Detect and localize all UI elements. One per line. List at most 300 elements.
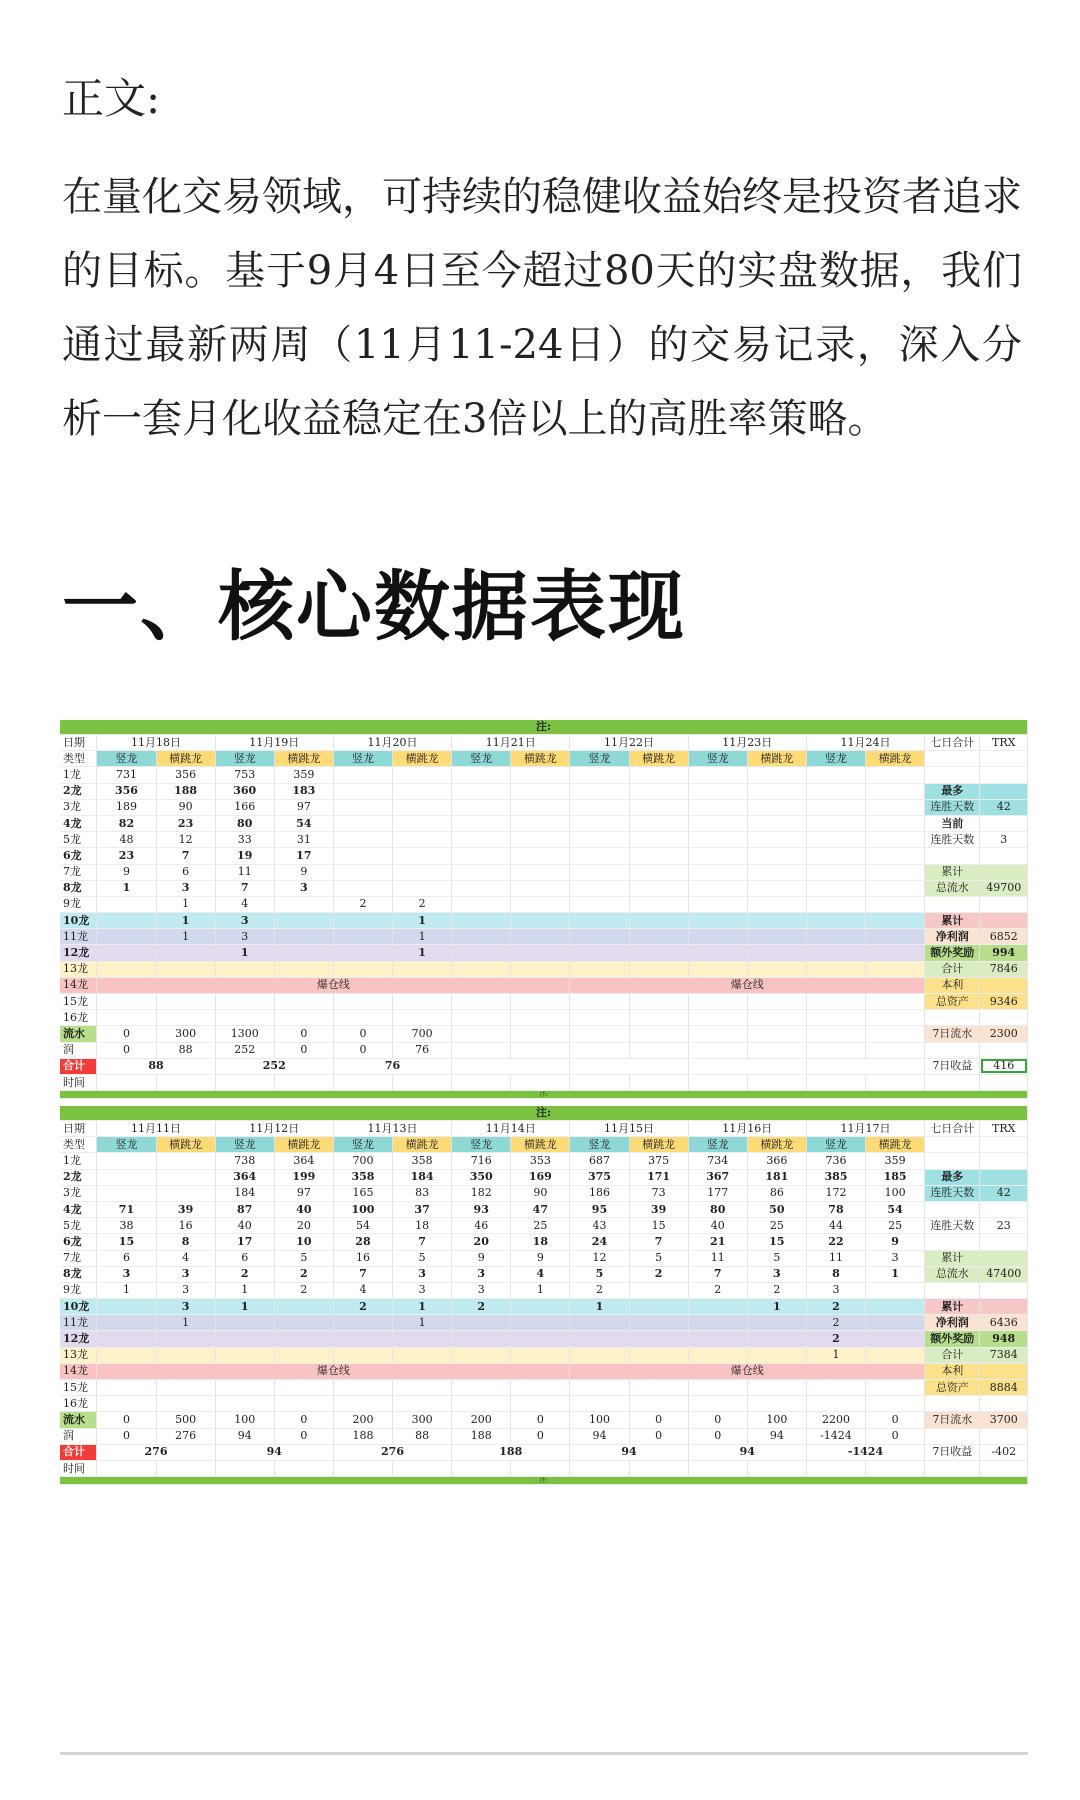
data-cell: [333, 945, 392, 961]
time-label: 时间: [60, 1074, 97, 1090]
side-cell: 连胜天数: [925, 1218, 980, 1234]
data-cell: 3: [452, 1266, 511, 1282]
time-cell: [333, 1074, 392, 1090]
sub-label-vertical: 竖龙: [215, 1137, 274, 1153]
data-cell: 9: [274, 864, 333, 880]
profit-cell: 0: [97, 1428, 156, 1444]
data-cell: [747, 783, 806, 799]
spreadsheet-week-1: [60, 1106, 1028, 1485]
data-cell: 7: [156, 848, 215, 864]
day-total: 94: [570, 1444, 688, 1460]
side-cell: 连胜天数: [925, 799, 980, 815]
data-cell: [333, 961, 392, 977]
flow-cell: 300: [393, 1412, 452, 1428]
data-cell: 39: [629, 1201, 688, 1217]
data-cell: 186: [570, 1185, 629, 1201]
sub-label-jump: 横跳龙: [747, 1137, 806, 1153]
side-cell: 当前: [925, 815, 980, 831]
side-cell: [980, 977, 1028, 993]
data-cell: [97, 1315, 156, 1331]
time-cell: [215, 1460, 274, 1476]
data-cell: [333, 913, 392, 929]
data-cell: [452, 1331, 511, 1347]
data-cell: 356: [97, 783, 156, 799]
flow-cell: 0: [866, 1412, 925, 1428]
data-cell: [570, 783, 629, 799]
data-cell: [452, 1010, 511, 1026]
profit-cell: 76: [393, 1042, 452, 1058]
data-cell: [274, 929, 333, 945]
data-cell: 100: [333, 1201, 392, 1217]
data-cell: 11: [215, 864, 274, 880]
data-cell: [570, 799, 629, 815]
data-cell: 50: [747, 1201, 806, 1217]
data-cell: [511, 767, 570, 783]
data-cell: [629, 1299, 688, 1315]
data-cell: [274, 1380, 333, 1396]
data-cell: 4: [333, 1282, 392, 1298]
data-cell: [452, 896, 511, 912]
data-cell: [333, 1315, 392, 1331]
blast-line-label: 爆仓线: [570, 977, 925, 993]
row-label: 9龙: [60, 1282, 97, 1298]
flow-cell: [570, 1026, 629, 1042]
data-cell: [688, 864, 747, 880]
row-label: 3龙: [60, 799, 97, 815]
data-cell: [393, 1396, 452, 1412]
flow-cell: 0: [629, 1412, 688, 1428]
side-cell: 948: [980, 1331, 1028, 1347]
data-cell: [215, 1347, 274, 1363]
data-cell: 25: [511, 1218, 570, 1234]
data-cell: 3: [393, 1282, 452, 1298]
data-cell: 2: [570, 1282, 629, 1298]
data-cell: [97, 1299, 156, 1315]
data-cell: 90: [511, 1185, 570, 1201]
date-header: 11月14日: [452, 1121, 570, 1137]
side-cell: [980, 1234, 1028, 1250]
data-cell: [452, 961, 511, 977]
data-cell: [688, 1010, 747, 1026]
day-total: [570, 1058, 688, 1074]
data-cell: 385: [806, 1169, 865, 1185]
data-cell: [274, 1331, 333, 1347]
side-cell: [980, 1010, 1028, 1026]
data-cell: 15: [747, 1234, 806, 1250]
data-cell: [629, 767, 688, 783]
data-cell: 7: [629, 1234, 688, 1250]
data-cell: 1: [97, 1282, 156, 1298]
side-cell: 总资产: [925, 1380, 980, 1396]
data-cell: 3: [806, 1282, 865, 1298]
data-cell: 2: [629, 1266, 688, 1282]
side-cell: [925, 1153, 980, 1169]
date-header: 11月11日: [97, 1121, 215, 1137]
data-cell: [629, 1282, 688, 1298]
data-cell: [511, 896, 570, 912]
flow-cell: 300: [156, 1026, 215, 1042]
blast-line-label: 爆仓线: [97, 977, 570, 993]
data-cell: 9: [452, 1250, 511, 1266]
profit-cell: 188: [333, 1428, 392, 1444]
day-total: 76: [333, 1058, 451, 1074]
data-cell: [629, 1315, 688, 1331]
data-cell: 1: [156, 929, 215, 945]
data-cell: [866, 913, 925, 929]
data-cell: 7: [688, 1266, 747, 1282]
data-cell: [570, 1331, 629, 1347]
side-cell: 7日收益: [925, 1058, 980, 1074]
time-cell: [866, 1460, 925, 1476]
sub-label-vertical: 竖龙: [688, 751, 747, 767]
data-cell: [688, 913, 747, 929]
side-cell: [925, 1042, 980, 1058]
data-cell: [393, 880, 452, 896]
data-cell: [570, 1396, 629, 1412]
flow-cell: [866, 1026, 925, 1042]
profit-cell: 0: [511, 1428, 570, 1444]
sub-label-jump: 横跳龙: [156, 1137, 215, 1153]
profit-cell: 88: [393, 1428, 452, 1444]
data-cell: 2: [215, 1266, 274, 1282]
date-header: 11月24日: [806, 735, 924, 751]
data-cell: [629, 848, 688, 864]
data-cell: 1: [570, 1299, 629, 1315]
data-cell: [747, 1010, 806, 1026]
data-cell: [452, 1315, 511, 1331]
side-cell: [980, 913, 1028, 929]
data-cell: 9: [511, 1250, 570, 1266]
data-cell: [215, 994, 274, 1010]
data-cell: [747, 945, 806, 961]
data-cell: 177: [688, 1185, 747, 1201]
data-cell: 171: [629, 1169, 688, 1185]
side-cell: 净利润: [925, 929, 980, 945]
data-cell: 7: [333, 1266, 392, 1282]
data-cell: [747, 864, 806, 880]
data-cell: 21: [688, 1234, 747, 1250]
sub-label-vertical: 竖龙: [806, 1137, 865, 1153]
data-cell: 37: [393, 1201, 452, 1217]
data-cell: 18: [393, 1218, 452, 1234]
side-cell: 净利润: [925, 1315, 980, 1331]
side-cell: 6852: [980, 929, 1028, 945]
data-cell: 17: [274, 848, 333, 864]
side-cell: [925, 1074, 980, 1090]
data-cell: [688, 848, 747, 864]
data-cell: [747, 994, 806, 1010]
data-cell: 5: [747, 1250, 806, 1266]
data-cell: [452, 1396, 511, 1412]
data-cell: [333, 880, 392, 896]
profit-label: 润: [60, 1428, 97, 1444]
data-cell: [570, 961, 629, 977]
side-cell: [980, 783, 1028, 799]
row-label: 12龙: [60, 1331, 97, 1347]
time-cell: [393, 1460, 452, 1476]
data-cell: 2: [806, 1299, 865, 1315]
side-cell: [925, 896, 980, 912]
data-cell: [866, 994, 925, 1010]
data-cell: 358: [393, 1153, 452, 1169]
bottom-note-bar: 注:: [60, 1091, 1028, 1099]
data-cell: 12: [570, 1250, 629, 1266]
sub-label-jump: 横跳龙: [747, 751, 806, 767]
data-cell: [747, 1347, 806, 1363]
side-cell: [980, 1153, 1028, 1169]
data-cell: [688, 994, 747, 1010]
flow-label: 流水: [60, 1412, 97, 1428]
side-cell: [925, 1137, 980, 1153]
profit-cell: [806, 1042, 865, 1058]
data-cell: [629, 1331, 688, 1347]
date-header: 11月16日: [688, 1121, 806, 1137]
time-cell: [274, 1074, 333, 1090]
data-cell: 172: [806, 1185, 865, 1201]
flow-cell: [747, 1026, 806, 1042]
data-cell: 40: [274, 1201, 333, 1217]
data-cell: [452, 815, 511, 831]
time-cell: [511, 1460, 570, 1476]
data-cell: 95: [570, 1201, 629, 1217]
profit-cell: [452, 1042, 511, 1058]
day-total: 88: [97, 1058, 215, 1074]
data-cell: [688, 880, 747, 896]
side-cell: TRX: [980, 1121, 1028, 1137]
note-bar: 注:: [60, 1106, 1028, 1121]
row-label: 14龙: [60, 1363, 97, 1379]
data-cell: [393, 799, 452, 815]
data-cell: [393, 1331, 452, 1347]
data-cell: 687: [570, 1153, 629, 1169]
data-cell: [629, 1010, 688, 1026]
row-label: 4龙: [60, 1201, 97, 1217]
data-cell: [688, 896, 747, 912]
date-header: 11月13日: [333, 1121, 451, 1137]
side-cell: [980, 1396, 1028, 1412]
data-cell: 1: [156, 896, 215, 912]
data-cell: [806, 945, 865, 961]
profit-cell: [570, 1042, 629, 1058]
data-cell: [511, 1347, 570, 1363]
data-cell: 6: [97, 1250, 156, 1266]
data-cell: [511, 961, 570, 977]
row-label: 2龙: [60, 1169, 97, 1185]
time-cell: [629, 1460, 688, 1476]
data-cell: [452, 864, 511, 880]
side-cell: [925, 1010, 980, 1026]
data-cell: [688, 783, 747, 799]
data-cell: [688, 929, 747, 945]
data-cell: [393, 815, 452, 831]
flow-cell: 0: [688, 1412, 747, 1428]
side-cell: [980, 1299, 1028, 1315]
data-cell: 8: [806, 1266, 865, 1282]
day-total: 276: [333, 1444, 451, 1460]
data-cell: 189: [97, 799, 156, 815]
data-cell: [866, 799, 925, 815]
data-cell: [511, 913, 570, 929]
data-cell: 19: [215, 848, 274, 864]
data-cell: [866, 1315, 925, 1331]
data-cell: [452, 767, 511, 783]
data-cell: 33: [215, 832, 274, 848]
data-cell: [393, 1380, 452, 1396]
data-cell: [452, 945, 511, 961]
spreadsheet-week-2: [60, 720, 1028, 1099]
data-cell: [215, 1010, 274, 1026]
data-cell: [97, 1153, 156, 1169]
side-cell: [980, 864, 1028, 880]
data-cell: [97, 929, 156, 945]
profit-cell: 276: [156, 1428, 215, 1444]
row-label: 2龙: [60, 783, 97, 799]
data-cell: [156, 1185, 215, 1201]
data-cell: [629, 994, 688, 1010]
data-cell: 87: [215, 1201, 274, 1217]
data-cell: [97, 994, 156, 1010]
data-cell: [688, 1331, 747, 1347]
sub-label-vertical: 竖龙: [333, 1137, 392, 1153]
data-cell: [97, 896, 156, 912]
data-cell: [688, 815, 747, 831]
data-cell: [511, 880, 570, 896]
data-cell: [511, 799, 570, 815]
data-cell: 364: [274, 1153, 333, 1169]
data-cell: [97, 1331, 156, 1347]
side-cell: 8884: [980, 1380, 1028, 1396]
data-cell: 83: [393, 1185, 452, 1201]
data-cell: [156, 1169, 215, 1185]
data-cell: [511, 864, 570, 880]
row-label: 7龙: [60, 1250, 97, 1266]
data-cell: 375: [570, 1169, 629, 1185]
side-cell: [925, 1428, 980, 1444]
side-cell: [925, 767, 980, 783]
day-total: [688, 1058, 806, 1074]
side-cell: [980, 1428, 1028, 1444]
data-cell: 2: [452, 1299, 511, 1315]
data-cell: 738: [215, 1153, 274, 1169]
time-cell: [806, 1074, 865, 1090]
data-cell: [274, 945, 333, 961]
data-cell: 97: [274, 799, 333, 815]
date-header: 11月22日: [570, 735, 688, 751]
side-cell: 3700: [980, 1412, 1028, 1428]
data-cell: [629, 832, 688, 848]
data-cell: [333, 1331, 392, 1347]
sub-label-jump: 横跳龙: [393, 1137, 452, 1153]
side-cell: [925, 751, 980, 767]
date-header: 11月15日: [570, 1121, 688, 1137]
side-cell: [980, 1282, 1028, 1298]
data-cell: [570, 1347, 629, 1363]
flow-label: 流水: [60, 1026, 97, 1042]
profit-cell: 252: [215, 1042, 274, 1058]
data-cell: 2: [747, 1282, 806, 1298]
data-cell: [97, 1169, 156, 1185]
data-cell: 1: [511, 1282, 570, 1298]
data-cell: [747, 1396, 806, 1412]
data-cell: [393, 767, 452, 783]
total-label: 合计: [60, 1058, 97, 1074]
data-cell: [806, 799, 865, 815]
data-cell: [688, 799, 747, 815]
data-cell: [688, 767, 747, 783]
profit-cell: 0: [97, 1042, 156, 1058]
data-cell: [97, 1396, 156, 1412]
data-cell: [97, 1380, 156, 1396]
side-cell: 合计: [925, 1347, 980, 1363]
data-cell: 86: [747, 1185, 806, 1201]
data-cell: [393, 961, 452, 977]
data-cell: [688, 1396, 747, 1412]
side-cell: [980, 815, 1028, 831]
data-cell: [629, 896, 688, 912]
bottom-divider: [60, 1752, 1028, 1755]
time-cell: [511, 1074, 570, 1090]
data-cell: [333, 1010, 392, 1026]
data-cell: 184: [393, 1169, 452, 1185]
data-cell: 2: [274, 1282, 333, 1298]
data-cell: 1: [215, 945, 274, 961]
data-cell: 23: [97, 848, 156, 864]
sub-label-vertical: 竖龙: [452, 1137, 511, 1153]
data-cell: 1: [806, 1347, 865, 1363]
day-total: 188: [452, 1444, 570, 1460]
data-cell: [866, 815, 925, 831]
data-cell: 25: [866, 1218, 925, 1234]
data-cell: 11: [806, 1250, 865, 1266]
data-cell: [452, 929, 511, 945]
side-cell: 994: [980, 945, 1028, 961]
data-cell: 80: [688, 1201, 747, 1217]
data-cell: 48: [97, 832, 156, 848]
side-cell: 总流水: [925, 1266, 980, 1282]
data-cell: [866, 1380, 925, 1396]
sub-label-jump: 横跳龙: [393, 751, 452, 767]
time-cell: [97, 1460, 156, 1476]
row-label: 5龙: [60, 1218, 97, 1234]
data-cell: 20: [452, 1234, 511, 1250]
profit-cell: 188: [452, 1428, 511, 1444]
data-cell: [806, 783, 865, 799]
data-cell: 1: [215, 1282, 274, 1298]
date-label: 日期: [60, 1121, 97, 1137]
profit-cell: [747, 1042, 806, 1058]
side-cell: [925, 1396, 980, 1412]
data-cell: 359: [274, 767, 333, 783]
side-cell: [925, 1201, 980, 1217]
data-cell: 356: [156, 767, 215, 783]
sub-label-jump: 横跳龙: [629, 1137, 688, 1153]
date-header: 11月17日: [806, 1121, 924, 1137]
data-cell: 90: [156, 799, 215, 815]
data-cell: 3: [97, 1266, 156, 1282]
data-cell: 3: [215, 913, 274, 929]
data-cell: [688, 945, 747, 961]
data-cell: 22: [806, 1234, 865, 1250]
data-cell: [688, 1380, 747, 1396]
flow-cell: 0: [274, 1412, 333, 1428]
side-cell: 最多: [925, 783, 980, 799]
data-cell: [570, 1010, 629, 1026]
data-cell: [570, 864, 629, 880]
day-total: 276: [97, 1444, 215, 1460]
data-cell: [274, 1396, 333, 1412]
flow-cell: 0: [97, 1026, 156, 1042]
data-cell: 359: [866, 1153, 925, 1169]
